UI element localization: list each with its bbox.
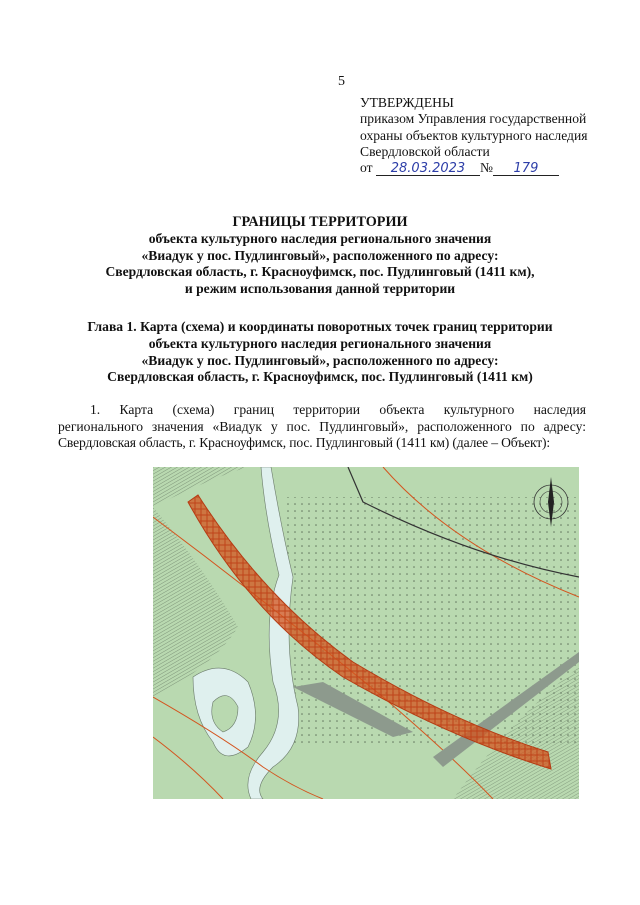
title-main: ГРАНИЦЫ ТЕРРИТОРИИ xyxy=(232,214,408,230)
date-prefix: от xyxy=(360,160,373,176)
approval-line: приказом Управления государственной xyxy=(360,111,587,127)
page-number: 5 xyxy=(338,74,345,89)
paragraph-line: 1. Карта (схема) границ территории объекта культурного наследия xyxy=(90,402,586,417)
approval-date-line xyxy=(360,160,588,176)
handwritten-number: 179 xyxy=(493,162,559,176)
chapter-heading xyxy=(40,319,600,386)
paragraph-line: регионального значения «Виадук у пос. Пудлинговый», расположенного по адресу: xyxy=(58,418,586,434)
chapter-line: Свердловская область, г. Красноуфимск, пос. Пудлинговый (1411 км) xyxy=(107,369,533,385)
number-prefix: № xyxy=(479,160,493,176)
approval-line: Свердловской области xyxy=(360,143,490,159)
title-line: Свердловская область, г. Красноуфимск, пос. Пудлинговый (1411 км), xyxy=(105,264,535,280)
chapter-line: «Виадук у пос. Пудлинговый», расположенного по адресу: xyxy=(141,352,499,368)
approval-heading: УТВЕРЖДЕНЫ xyxy=(360,95,454,110)
approval-block xyxy=(360,95,588,176)
paragraph-line: Свердловская область, г. Красноуфимск, пос. Пудлинговый (1411 км) (далее – Объект): xyxy=(58,435,551,451)
approval-line: охраны объектов культурного наследия xyxy=(360,127,588,143)
document-title xyxy=(40,214,600,298)
title-line: и режим использования данной территории xyxy=(184,281,456,297)
chapter-line: Глава 1. Карта (схема) и координаты поворотных точек границ территории xyxy=(87,319,553,334)
title-line: «Виадук у пос. Пудлинговый», расположенного по адресу: xyxy=(141,247,499,263)
handwritten-date: 28.03.2023 xyxy=(376,162,480,176)
chapter-line: объекта культурного наследия регионального значения xyxy=(148,335,492,351)
title-line: объекта культурного наследия регионального значения xyxy=(148,230,492,246)
paragraph-1 xyxy=(58,402,586,452)
territory-map xyxy=(153,467,579,799)
